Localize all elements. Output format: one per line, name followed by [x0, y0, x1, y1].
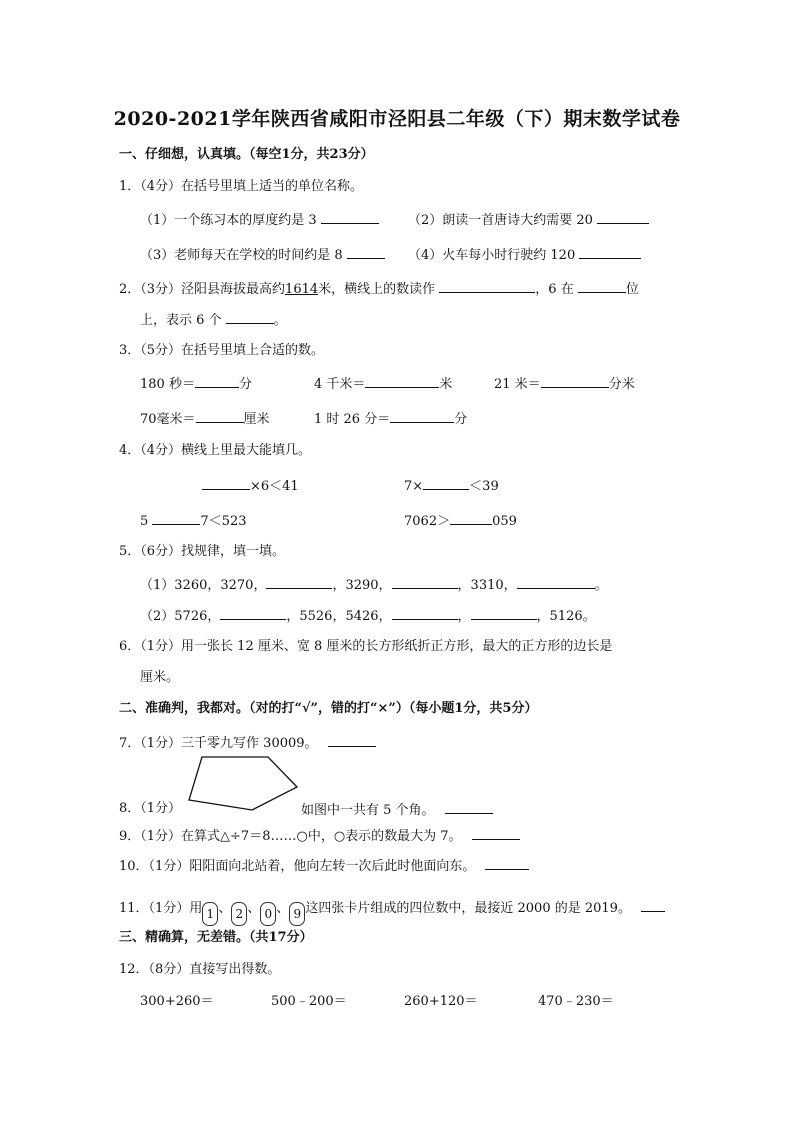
q9-text: 9．（1分）在算式△÷7＝8……○中，○表示的数最大为 7。: [119, 829, 462, 844]
q4-c-blank[interactable]: [152, 511, 200, 525]
q10-item: [119, 856, 529, 876]
q11-sep-1: 、: [218, 901, 232, 916]
digit-card-0: 0: [260, 902, 276, 926]
q4-d-post: 059: [492, 514, 517, 529]
section-1-heading: 一、仔细想，认真填。（每空1分，共23分）: [119, 147, 374, 162]
q8-text: 如图中一共有 5 个角。: [301, 803, 435, 818]
q3-e-blank[interactable]: [390, 409, 454, 423]
q1-d-text: （4）火车每小时行驶约 120: [408, 248, 576, 263]
q11-item: [119, 898, 665, 926]
q2-line1: [119, 279, 639, 299]
digit-card-9: 9: [289, 902, 305, 926]
q4-b-blank[interactable]: [423, 476, 469, 490]
q5-r2-blank-2[interactable]: [392, 606, 458, 620]
q5-row-1: [140, 575, 608, 595]
q7-blank[interactable]: [328, 733, 376, 747]
q3-item-b: [314, 374, 452, 394]
q2-blank-3[interactable]: [226, 310, 274, 324]
q3-c-blank[interactable]: [541, 374, 609, 388]
q9-item: [119, 826, 520, 846]
q4-c-post: 7＜523: [200, 514, 247, 529]
q1-item-c: [140, 245, 385, 265]
digit-card-1: 1: [202, 902, 218, 926]
q1-item-a: [140, 210, 379, 230]
q2-pre: 2．（3分）泾阳县海拔最高约: [119, 282, 286, 297]
q12-expr-2: 500﹣200＝: [271, 994, 347, 1009]
q5-r2-blank-1[interactable]: [220, 606, 286, 620]
q2-number: 1614: [285, 282, 319, 297]
q4-d-pre: 7062＞: [404, 514, 451, 529]
q8-label: 8．（1分）: [119, 801, 182, 816]
q3-a-unit: 分: [238, 377, 252, 392]
q3-item-d: [140, 409, 270, 429]
q4-c-pre: 5: [140, 514, 149, 529]
q5-r2-mid: ，5526，5426，: [286, 609, 392, 624]
q3-d-unit: 厘米: [243, 412, 270, 427]
q1-d-blank[interactable]: [579, 245, 641, 259]
q4-item-b: [404, 476, 499, 496]
q5-r1-blank-2[interactable]: [392, 575, 458, 589]
section-2-heading: 二、准确判，我都对。（对的打“√”，错的打“×”）（每小题1分，共5分）: [119, 701, 538, 716]
q1-c-blank[interactable]: [347, 245, 385, 259]
q7-text: 7．（1分）三千零九写作 30009。: [119, 736, 318, 751]
q1-b-blank[interactable]: [597, 210, 649, 224]
q10-blank[interactable]: [485, 856, 529, 870]
q2-mid2: ，6 在: [535, 282, 574, 297]
q4-a-blank[interactable]: [202, 476, 250, 490]
q3-d-label: 70毫米＝: [140, 412, 196, 427]
digit-card-2: 2: [231, 902, 247, 926]
q12-stem: 12．（8分）直接写出得数。: [119, 962, 281, 977]
q3-c-label: 21 米＝: [494, 377, 541, 392]
q5-r1-end: 。: [594, 578, 608, 593]
q6-line1: 6．（1分）用一张长 12 厘米、宽 8 厘米的长方形纸折正方形，最大的正方形的边长是: [119, 639, 613, 654]
q3-b-unit: 米: [439, 377, 453, 392]
q2-blank-1[interactable]: [439, 279, 535, 293]
q5-r2-start: （2）5726，: [140, 609, 221, 624]
q4-b-post: ＜39: [469, 479, 499, 494]
q5-r2-end: ，5126。: [536, 609, 596, 624]
q5-r1-blank-1[interactable]: [266, 575, 332, 589]
q1-c-text: （3）老师每天在学校的时间约是 8: [140, 248, 343, 263]
q2-dot: 。: [273, 313, 287, 328]
q3-a-label: 180 秒＝: [140, 377, 195, 392]
q5-r2-sep: ，: [457, 609, 471, 624]
q7-item: [119, 733, 376, 753]
q3-d-blank[interactable]: [196, 409, 244, 423]
q12-expr-3: 260+120＝: [404, 994, 478, 1009]
q1-a-text: （1）一个练习本的厚度约是 3: [140, 213, 317, 228]
q8-item: [301, 800, 493, 820]
q5-r1-mid2: ，3310，: [457, 578, 517, 593]
q4-item-a: [202, 476, 299, 496]
q11-text: 这四张卡片组成的四位数中，最接近 2000 的是 2019。: [305, 901, 631, 916]
q5-r1-mid: ，3290，: [332, 578, 392, 593]
q12-expr-1: 300+260＝: [140, 994, 214, 1009]
q6-line2: 厘米。: [140, 670, 180, 685]
page-title: 2020-2021学年陕西省咸阳市泾阳县二年级（下）期末数学试卷: [113, 108, 681, 130]
q10-text: 10．（1分）阳阳面向北站着，他向左转一次后此时他面向东。: [119, 859, 476, 874]
pentagon-figure: [186, 754, 302, 814]
q2-line2: [140, 310, 287, 330]
q5-stem: 5．（6分）找规律，填一填。: [119, 544, 286, 559]
q11-sep-2: 、: [247, 901, 261, 916]
q11-blank[interactable]: [641, 898, 665, 912]
q3-item-e: [314, 409, 467, 429]
q11-pre: 11．（1分）用: [119, 901, 203, 916]
q3-e-unit: 分: [454, 412, 468, 427]
q2-mid: 米，横线上的数读作: [318, 282, 436, 297]
q3-c-unit: 分米: [608, 377, 635, 392]
q1-b-text: （2）朗读一首唐诗大约需要 20: [408, 213, 593, 228]
q2-line2-text: 上，表示 6 个: [140, 313, 222, 328]
q1-stem: 1．（4分）在括号里填上适当的单位名称。: [119, 179, 364, 194]
q3-e-label: 1 时 26 分＝: [314, 412, 391, 427]
q2-blank-2[interactable]: [578, 279, 626, 293]
q11-sep-3: 、: [276, 901, 290, 916]
q5-row-2: [140, 606, 596, 626]
q5-r1-start: （1）3260，3270，: [140, 578, 267, 593]
q4-d-blank[interactable]: [450, 511, 492, 525]
q1-item-d: [408, 245, 641, 265]
q9-blank[interactable]: [472, 826, 520, 840]
q5-r1-blank-3[interactable]: [517, 575, 595, 589]
q4-stem: 4．（4分）横线上里最大能填几。: [119, 443, 312, 458]
q4-b-pre: 7×: [404, 479, 424, 494]
q1-a-blank[interactable]: [321, 210, 379, 224]
q3-item-c: [494, 374, 635, 394]
q4-item-d: [404, 511, 517, 531]
q3-stem: 3．（5分）在括号里填上合适的数。: [119, 343, 325, 358]
q3-a-blank[interactable]: [195, 374, 239, 388]
q3-b-label: 4 千米＝: [314, 377, 366, 392]
q2-end: 位: [625, 282, 639, 297]
q5-r2-blank-3[interactable]: [471, 606, 537, 620]
q1-item-b: [408, 210, 649, 230]
q3-item-a: [140, 374, 252, 394]
q8-blank[interactable]: [445, 800, 493, 814]
section-3-heading: 三、精确算，无差错。（共17分）: [119, 930, 313, 945]
q4-a-text: ×6＜41: [250, 479, 299, 494]
q3-b-blank[interactable]: [365, 374, 439, 388]
q4-item-c: [140, 511, 247, 531]
q12-expr-4: 470﹣230＝: [538, 994, 614, 1009]
